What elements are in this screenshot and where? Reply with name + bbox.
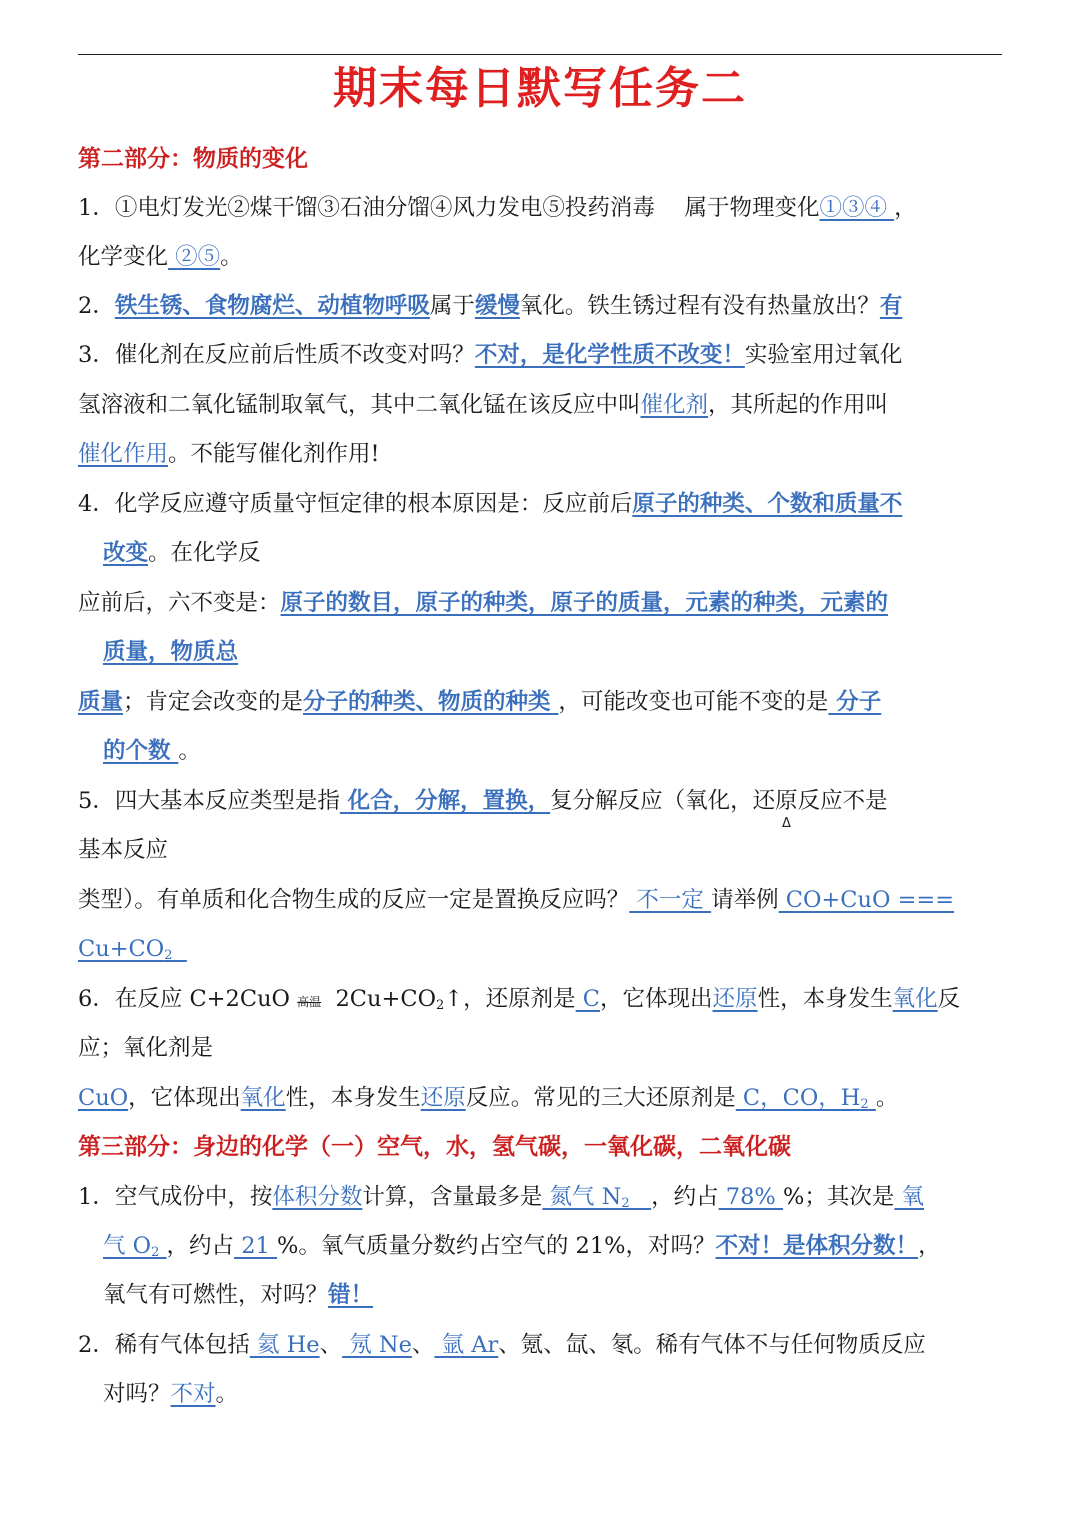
answer-reduction: 还原 bbox=[420, 1085, 466, 1111]
q6-text5: 反 bbox=[937, 986, 961, 1012]
q3-text3: 氢溶液和二氧化锰制取氧气，其中二氧化锰在该反应中叫 bbox=[78, 392, 641, 418]
answer-not-necessarily: 不一定 bbox=[629, 887, 712, 913]
q3-text4: ，其所起的作用叫 bbox=[708, 392, 889, 418]
q2-text2: 氧化。铁生锈过程有没有热量放出？ bbox=[519, 293, 880, 319]
q3-text2: 实验室用过氧化 bbox=[744, 342, 903, 368]
q6-text8: 性，本身发生 bbox=[285, 1085, 421, 1111]
s3q1-text7: 氧气有可燃性，对吗？ bbox=[103, 1282, 329, 1308]
page-title: 期末每日默写任务二 bbox=[333, 63, 747, 114]
answer-helium: 氦 He bbox=[249, 1332, 320, 1358]
separator: 、 bbox=[411, 1332, 435, 1358]
s3q2-line2 bbox=[103, 1379, 238, 1409]
s3q2-punct: 。 bbox=[215, 1381, 239, 1407]
q5-line4 bbox=[78, 934, 187, 964]
section-heading-2: 第二部分：物质的变化 bbox=[78, 146, 308, 172]
q6-line3 bbox=[78, 1083, 898, 1113]
q6-equation: 2Cu+CO bbox=[321, 986, 437, 1012]
q5-text3: 基本反应 bbox=[78, 837, 169, 863]
s3q1-text2: 计算，含量最多是 bbox=[362, 1184, 543, 1210]
q6-text2: ↑，还原剂是 bbox=[444, 986, 576, 1012]
reaction-condition: 高温 bbox=[297, 995, 322, 1009]
q3-text: 3．催化剂在反应前后性质不改变对吗？ bbox=[78, 342, 475, 368]
subscript: 2 bbox=[151, 1245, 160, 1260]
answer-slow-oxidation-examples: 铁生锈、食物腐烂、动植物呼吸 bbox=[114, 293, 430, 319]
answer-example-equation-end bbox=[78, 936, 187, 962]
equation-text: Cu+CO bbox=[78, 936, 165, 962]
subscript: 2 bbox=[621, 1196, 630, 1211]
q4-text: 4．化学反应遵守质量守恒定律的根本原因是：反应前后 bbox=[78, 491, 633, 517]
answer-catalysis: 催化作用 bbox=[78, 441, 169, 467]
answer-not-right: 不对 bbox=[170, 1381, 216, 1407]
answer-must-change: 分子的种类、物质的种类 bbox=[303, 689, 559, 715]
q4-text2: 。在化学反 bbox=[148, 540, 261, 566]
q6-text9: 反应。常见的三大还原剂是 bbox=[465, 1085, 736, 1111]
q1-line1 bbox=[78, 193, 917, 223]
answer-oxygen-formula bbox=[103, 1233, 167, 1259]
s3q1-line1 bbox=[78, 1182, 924, 1212]
q6-text7: ，它体现出 bbox=[128, 1085, 241, 1111]
answer-reducing-agent: C bbox=[575, 986, 601, 1012]
q2-line1 bbox=[78, 291, 902, 321]
q1-text: 1．①电灯发光②煤干馏③石油分馏④风力发电⑤投药消毒 属于物理变化 bbox=[78, 195, 820, 221]
answer-78: 78% bbox=[718, 1184, 783, 1210]
q5-text4: 类型）。有单质和化合物生成的反应一定是置换反应吗？ bbox=[78, 887, 630, 913]
top-rule bbox=[78, 54, 1002, 55]
subscript: 2 bbox=[436, 998, 445, 1013]
q5-line2 bbox=[78, 835, 168, 865]
answer-oxidizing-agent: CuO bbox=[78, 1085, 129, 1111]
s3q1-text4: %；其次是 bbox=[782, 1184, 895, 1210]
answer-three-reducers bbox=[736, 1085, 876, 1111]
q2-num: 2． bbox=[78, 293, 115, 319]
s3q1-line3 bbox=[103, 1280, 373, 1310]
q6-text3: ，它体现出 bbox=[600, 986, 713, 1012]
q4-text5: ，可能改变也可能不变的是 bbox=[558, 689, 829, 715]
s3q2-line1 bbox=[78, 1330, 926, 1360]
answer-slow: 缓慢 bbox=[474, 293, 520, 319]
answer-catalyst-property: 不对，是化学性质不改变！ bbox=[474, 342, 745, 368]
q3-line1 bbox=[78, 340, 902, 370]
s3q1-text6: %。氧气质量分数约占空气的 21%，对吗？ bbox=[277, 1233, 716, 1259]
answer-example-equation: CO+CuO === bbox=[778, 887, 955, 913]
answer-volume-not-mass: 不对！是体积分数！ bbox=[715, 1233, 919, 1259]
q4-punct: 。 bbox=[178, 738, 201, 764]
answer-physical-change: ①③④ bbox=[819, 195, 895, 221]
answer-six-unchanged: 原子的数目，原子的种类，原子的质量，元素的种类，元素的 bbox=[280, 590, 889, 616]
answer-volume-fraction: 体积分数 bbox=[272, 1184, 363, 1210]
q4-text4: ；肯定会改变的是 bbox=[123, 689, 304, 715]
separator: 、 bbox=[319, 1332, 343, 1358]
q3-line2 bbox=[78, 390, 888, 420]
answer-six-unchanged-cont: 质量，物质总 bbox=[103, 639, 239, 665]
q4-line1 bbox=[78, 489, 902, 519]
q5-text: 5．四大基本反应类型是指 bbox=[78, 788, 340, 814]
nitrogen-text: 氮气 N bbox=[542, 1184, 622, 1210]
underline-tail bbox=[173, 936, 187, 962]
answer-conservation-reason-end: 改变 bbox=[103, 540, 149, 566]
s3q2-text: 2．稀有气体包括 bbox=[78, 1332, 250, 1358]
q2-text: 属于 bbox=[429, 293, 475, 319]
q4-line6 bbox=[103, 736, 201, 766]
q4-text3: 应前后，六不变是： bbox=[78, 590, 281, 616]
q1-punct2: 。 bbox=[220, 244, 243, 270]
q4-line5 bbox=[78, 687, 881, 717]
answer-oxygen: 氧 bbox=[894, 1184, 924, 1210]
s3q1-punct: ， bbox=[918, 1233, 941, 1259]
reducers-text: C，CO，H bbox=[735, 1085, 861, 1111]
answer-wrong: 错！ bbox=[328, 1282, 374, 1308]
s3q2-text3: 对吗？ bbox=[103, 1381, 171, 1407]
s3q1-text5: ，约占 bbox=[166, 1233, 235, 1259]
answer-neon: 氖 Ne bbox=[342, 1332, 412, 1358]
q1-text2: 化学变化 bbox=[78, 244, 169, 270]
q6-text6: 应；氧化剂是 bbox=[78, 1035, 214, 1061]
q1-punct: ， bbox=[894, 195, 917, 221]
answer-chemical-change: ②⑤ bbox=[168, 244, 221, 270]
q5-text5: 请举例 bbox=[711, 887, 779, 913]
answer-reducing: 还原 bbox=[712, 986, 758, 1012]
s3q2-text2: 、氪、氙、氡。稀有气体不与任何物质反应 bbox=[498, 1332, 926, 1358]
q6-line1 bbox=[78, 984, 960, 1017]
q6-line2 bbox=[78, 1033, 213, 1063]
q5-line3 bbox=[78, 885, 954, 915]
q6-text: 6．在反应 C+2CuO bbox=[78, 986, 298, 1012]
q3-line3 bbox=[78, 439, 380, 469]
s3q1-text: 1．空气成份中，按 bbox=[78, 1184, 273, 1210]
s3q1-text3: ，约占 bbox=[651, 1184, 719, 1210]
answer-oxidation: 氧化 bbox=[892, 986, 938, 1012]
answer-21: 21 bbox=[234, 1233, 277, 1259]
q5-text2: 复分解反应（氧化，还原反应不是 bbox=[550, 788, 888, 814]
answer-catalyst: 催化剂 bbox=[640, 392, 709, 418]
answer-reaction-types: 化合，分解，置换， bbox=[339, 788, 551, 814]
delta-symbol: Δ bbox=[782, 816, 791, 831]
q6-text4: 性，本身发生 bbox=[757, 986, 893, 1012]
q4-line4 bbox=[103, 637, 238, 667]
q4-line3 bbox=[78, 588, 888, 618]
q6-punct: 。 bbox=[875, 1085, 899, 1111]
subscript: 2 bbox=[860, 1097, 869, 1112]
s3q1-line2 bbox=[103, 1231, 941, 1261]
answer-conservation-reason: 原子的种类、个数和质量不 bbox=[632, 491, 903, 517]
answer-may-change-end: 的个数 bbox=[103, 738, 179, 764]
answer-heat: 有 bbox=[879, 293, 903, 319]
q5-line1 bbox=[78, 786, 888, 816]
answer-argon: 氩 Ar bbox=[434, 1332, 499, 1358]
answer-may-change: 分子 bbox=[828, 689, 882, 715]
section-heading-3: 第三部分：身边的化学（一）空气，水，氢气碳，一氧化碳，二氧化碳 bbox=[78, 1134, 791, 1160]
subscript: 2 bbox=[164, 948, 173, 963]
answer-oxidizing: 氧化 bbox=[240, 1085, 286, 1111]
oxygen-text: 气 O bbox=[103, 1233, 152, 1259]
q1-line2 bbox=[78, 242, 243, 272]
answer-six-unchanged-end: 质量 bbox=[78, 689, 124, 715]
q4-line2 bbox=[103, 538, 261, 568]
answer-nitrogen bbox=[542, 1184, 651, 1210]
q3-text5: 。不能写催化剂作用! bbox=[168, 441, 380, 467]
